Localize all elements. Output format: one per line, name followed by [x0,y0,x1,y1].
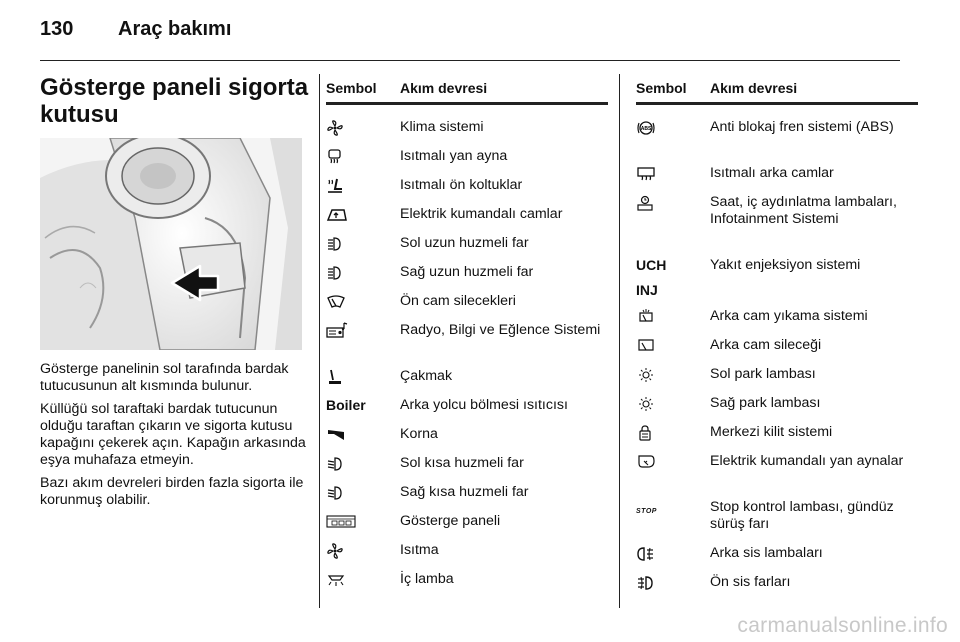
fuse-box-description [40,361,306,515]
park-lamp-right-icon [636,395,702,415]
front-fog-icon [636,574,702,594]
section-title: Gösterge paneli sigorta kutusu [40,74,309,128]
horn-icon [326,426,392,446]
stop-label: STOP [636,508,657,515]
header-circuit: Akım devresi [710,80,798,96]
paragraph-location: Gösterge panelinin sol tarafında bardak tutucusunun alt kısmında bulunur. [40,361,289,394]
interior-lamp-icon [326,571,392,591]
power-window-icon [326,206,392,226]
low-beam-left-icon [326,455,392,475]
heated-mirror-icon [326,148,392,168]
page-title: Araç bakımı [118,18,232,40]
paragraph-multiple-fuses: Bazı akım devreleri birden fazla sigorta ile korunmuş olabilir. [40,475,304,508]
header-rule [40,60,900,61]
table-header [636,80,918,105]
page-number: 130 [40,18,74,40]
clock-lamp-icon [636,194,702,214]
watermark: carmanualsonline.info [737,614,948,637]
park-lamp-left-icon [636,366,702,386]
boiler-label: Boiler [326,397,366,413]
header-symbol: Sembol [326,80,377,96]
header-symbol: Sembol [636,80,687,96]
cigarette-lighter-icon [326,368,392,388]
column-divider [319,74,320,608]
rear-washer-icon [636,308,702,328]
column-divider [619,74,620,608]
high-beam-left-icon [326,235,392,255]
radio-icon [326,322,392,342]
front-wiper-icon [326,293,392,313]
uch-inj-label: UCH INJ [636,257,667,298]
rear-fog-icon [636,545,702,565]
instrument-panel-icon [326,513,392,533]
low-beam-right-icon [326,484,392,504]
table-header [326,80,608,105]
abs-icon [636,119,702,139]
rear-wiper-icon [636,337,702,357]
central-lock-icon [636,424,702,444]
fuse-box-location-photo [40,138,302,350]
page-header [40,18,920,48]
header-circuit: Akım devresi [400,80,488,96]
heated-seat-icon [326,177,392,197]
high-beam-right-icon [326,264,392,284]
climate-fan-icon [326,119,392,139]
rear-defrost-icon [636,165,702,185]
power-mirror-icon [636,453,702,473]
fuse-table-right: Sembol Akım devresi ABS Anti blokaj fren sistemi (ABS) Isıtmalı arka camlar Saat, iç aydınlatma lambaları, Infotainment Sistemi UCH INJ Yakıt enjeksiyon sistemi Arka cam yıkama sistemi Arka cam sileceği Sol park lambası Sağ park lambası Merkezi kilit sistemi Elektrik kumandalı yan aynalar STOP Stop kontrol lambası, gündüz sürüş farı Arka sis lambaları Ön sis farları [636,80,918,105]
paragraph-opening: Küllüğü sol taraftaki bardak tutucunun olduğu taraftan çıkarın ve sigorta kutusu kapağını çekerek açın. Kapağın arkasında eşya muhafaza etmeyin. [40,401,306,468]
fuse-table-middle: Sembol Akım devresi Klima sistemi Isıtmalı yan ayna Isıtmalı ön koltuklar Elektrik kumandalı camlar Sol uzun huzmeli far Sağ uzun huzmeli far Ön cam silecekleri Radyo, Bilgi ve Eğlence Sistemi Çakmak Boiler Arka yolcu bölmesi ısıtıcısı Korna Sol kısa huzmeli far Sağ kısa huzmeli far Gösterge paneli Isıtma İç lamba [326,80,608,105]
svg-text:ABS: ABS [640,126,652,132]
heater-fan-icon [326,542,392,562]
